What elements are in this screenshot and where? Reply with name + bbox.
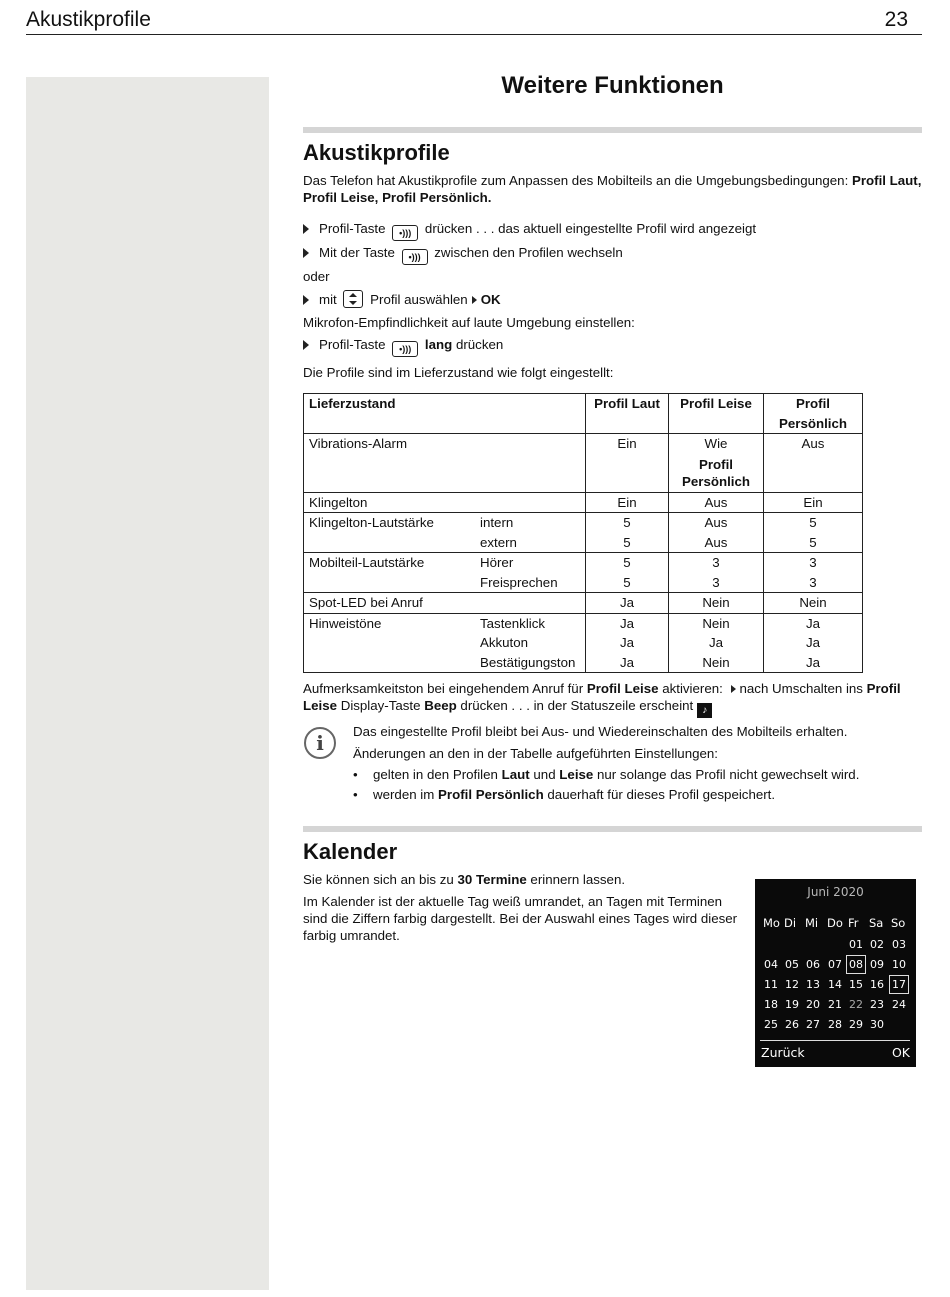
table-cell xyxy=(475,593,586,614)
calendar-day[interactable]: 03 xyxy=(892,938,906,951)
calendar-day[interactable]: 12 xyxy=(785,978,799,991)
calendar-day[interactable]: 09 xyxy=(870,958,884,971)
table-cell: Profil xyxy=(669,454,764,473)
calendar-divider xyxy=(760,1040,910,1041)
table-cell: Freisprechen xyxy=(480,574,558,590)
calendar-day[interactable]: 24 xyxy=(892,998,906,1011)
calendar-day[interactable]: 13 xyxy=(806,978,820,991)
step-profile-key-long xyxy=(303,336,923,357)
table-row xyxy=(304,633,863,653)
calendar-day[interactable]: 06 xyxy=(806,958,820,971)
table-header: Profil Leise xyxy=(669,394,764,434)
table-cell: 3 xyxy=(764,573,863,593)
table-cell: Nein xyxy=(764,593,863,614)
beep-status-icon: ♪ xyxy=(697,703,712,718)
table-cell: Ja xyxy=(764,613,863,633)
table-header: Profil Persönlich xyxy=(764,394,863,434)
table-cell: Aus xyxy=(669,492,764,513)
calendar-day[interactable]: 16 xyxy=(870,978,884,991)
table-cell: Tastenklick xyxy=(475,613,586,633)
calendar-day[interactable]: 27 xyxy=(806,1018,820,1031)
table-cell: Ja xyxy=(586,613,669,633)
profile-table xyxy=(303,393,863,673)
calendar-day[interactable]: 04 xyxy=(764,958,778,971)
table-cell: Ja xyxy=(669,633,764,653)
attention-tone-paragraph: Aufmerksamkeitston bei eingehendem Anruf für Profil Leise aktivieren: nach Umschalten ins Profil Leise Display-Taste Beep drücken . . . in der Statuszeile erscheint ♪ xyxy=(303,681,901,716)
table-cell: Nein xyxy=(669,613,764,633)
table-cell: extern xyxy=(480,534,517,550)
table-cell: Ein xyxy=(586,434,669,454)
table-header: Profil Laut xyxy=(586,394,669,434)
info-icon: i xyxy=(304,727,336,759)
kalender-paragraph-1: Sie können sich an bis zu 30 Termine erinnern lassen. xyxy=(303,872,626,887)
table-cell: Ja xyxy=(586,633,669,653)
section-divider xyxy=(303,127,922,133)
ok-label: OK xyxy=(480,292,501,307)
info-text-1: Das eingestellte Profil bleibt bei Aus- und Wiedereinschalten des Mobilteils erhalten. xyxy=(353,724,848,739)
calendar-day[interactable]: 02 xyxy=(870,938,884,951)
table-row xyxy=(304,492,863,513)
calendar-day[interactable]: 23 xyxy=(870,998,884,1011)
table-cell: Ja xyxy=(764,633,863,653)
table-row xyxy=(304,573,863,593)
table-cell xyxy=(304,573,476,593)
calendar-ok-button[interactable]: OK xyxy=(891,1045,910,1060)
calendar-day[interactable]: 26 xyxy=(785,1018,799,1031)
section-title-akustikprofile: Akustikprofile xyxy=(303,140,450,165)
arrow-icon xyxy=(303,340,309,350)
table-cell: Wie xyxy=(669,434,764,454)
table-row xyxy=(304,513,863,533)
calendar-weekday: Sa xyxy=(869,916,884,930)
table-cell: Aus xyxy=(669,533,764,553)
small-arrow-icon xyxy=(731,685,736,693)
table-cell: Ein xyxy=(764,492,863,513)
calendar-weekday: Di xyxy=(784,916,797,930)
calendar-back-button[interactable]: Zurück xyxy=(761,1045,805,1060)
table-cell xyxy=(304,533,476,553)
table-cell: 3 xyxy=(764,553,863,573)
table-cell: Ja xyxy=(586,653,669,673)
calendar-weekday: Mo xyxy=(763,916,780,930)
table-cell: Klingelton-Lautstärke xyxy=(304,513,476,533)
intro-text: Das Telefon hat Akustikprofile zum Anpassen des Mobilteils an die Umgebungsbedingungen: xyxy=(303,173,852,188)
table-cell: 3 xyxy=(669,553,764,573)
table-cell: Nein xyxy=(669,593,764,614)
step3-text-b: Profil auswählen xyxy=(370,292,468,307)
table-cell: 3 xyxy=(669,573,764,593)
mikrofon-text: Mikrofon-Empfindlichkeit auf laute Umgebung einstellen: xyxy=(303,315,635,330)
table-cell: Spot-LED bei Anruf xyxy=(304,593,476,614)
table-row xyxy=(304,533,863,553)
calendar-weekday: So xyxy=(891,916,906,930)
profile-key-icon: •))) xyxy=(392,341,418,357)
table-cell: 5 xyxy=(764,533,863,553)
arrow-icon xyxy=(303,248,309,258)
table-cell: 5 xyxy=(764,513,863,533)
step4-text-b: drücken xyxy=(455,337,504,352)
header-rule xyxy=(26,34,922,35)
table-header: Lieferzustand xyxy=(304,394,586,434)
calendar-month: Juni 2020 xyxy=(807,885,864,899)
calendar-day[interactable]: 20 xyxy=(806,998,820,1011)
arrow-icon xyxy=(303,224,309,234)
table-row xyxy=(304,473,863,493)
info-text-2: Änderungen an den in der Tabelle aufgeführten Einstellungen: xyxy=(353,746,718,761)
small-arrow-icon xyxy=(472,296,477,304)
calendar-day[interactable]: 07 xyxy=(828,958,842,971)
step2-text-a: Mit der Taste xyxy=(319,245,395,260)
table-row xyxy=(304,434,863,454)
table-cell: Ja xyxy=(586,593,669,614)
calendar-day[interactable]: 10 xyxy=(892,958,906,971)
table-cell: Ja xyxy=(764,653,863,673)
page-title: Weitere Funktionen xyxy=(501,72,724,99)
table-row xyxy=(304,553,863,573)
left-sidebar xyxy=(26,77,269,1290)
table-cell: 5 xyxy=(586,513,669,533)
header-section-title: Akustikprofile xyxy=(26,8,151,31)
table-cell: Aus xyxy=(764,434,863,454)
calendar-day[interactable]: 17 xyxy=(889,975,909,994)
table-cell: Persönlich xyxy=(669,473,764,493)
calendar-weekday: Mi xyxy=(805,916,819,930)
navigation-key-icon xyxy=(343,290,363,308)
table-cell: Hörer xyxy=(475,553,586,573)
arrow-icon xyxy=(303,295,309,305)
table-row xyxy=(304,454,863,473)
calendar-display xyxy=(755,879,916,1067)
step4-lang: lang xyxy=(424,337,453,352)
profile-key-icon: •))) xyxy=(392,225,418,241)
table-cell: Vibrations-Alarm xyxy=(304,434,476,454)
step1-text-c: . . . das aktuell eingestellte Profil wird angezeigt xyxy=(475,221,757,236)
calendar-day[interactable]: 11 xyxy=(764,978,778,991)
table-intro: Die Profile sind im Lieferzustand wie folgt eingestellt: xyxy=(303,365,614,380)
calendar-day[interactable]: 01 xyxy=(849,938,863,951)
calendar-day[interactable]: 14 xyxy=(828,978,842,991)
calendar-day[interactable]: 30 xyxy=(870,1018,884,1031)
kalender-paragraph-2: Im Kalender ist der aktuelle Tag weiß umrandet, an Tagen mit Terminen sind die Ziffern farbig dargestellt. Bei der Auswahl eines Tages wird dieser farbig umrandet. xyxy=(303,894,738,943)
table-cell: Klingelton xyxy=(304,492,476,513)
table-row xyxy=(304,613,863,633)
profile-key-icon: •))) xyxy=(402,249,428,265)
oder-text: oder xyxy=(303,269,330,284)
calendar-weekday: Fr xyxy=(848,916,859,930)
intro-paragraph xyxy=(303,172,923,206)
table-cell: Bestätigungston xyxy=(475,653,586,673)
step3-text-a: mit xyxy=(319,292,337,307)
table-cell: Ein xyxy=(586,492,669,513)
table-header-row xyxy=(304,394,863,434)
intro-profiles: Profil Laut, Profil Leise, Profil Persönlich. xyxy=(303,173,922,205)
section-divider xyxy=(303,826,922,832)
step-select-profile xyxy=(303,290,923,308)
calendar-day[interactable]: 22 xyxy=(849,998,863,1011)
info-bullet-1: • gelten in den Profilen Laut und Leise nur solange das Profil nicht gewechselt wird. xyxy=(353,767,860,782)
step2-text-b: zwischen den Profilen wechseln xyxy=(434,245,623,260)
calendar-day[interactable]: 05 xyxy=(785,958,799,971)
section-title-kalender: Kalender xyxy=(303,839,398,864)
calendar-day[interactable]: 19 xyxy=(785,998,799,1011)
step-profile-key xyxy=(303,220,923,241)
table-cell: 5 xyxy=(586,553,669,573)
table-row xyxy=(304,593,863,614)
table-cell: Aus xyxy=(669,513,764,533)
info-bullet-2: • werden im Profil Persönlich dauerhaft für dieses Profil gespeichert. xyxy=(353,787,776,802)
step4-text-a: Profil-Taste xyxy=(319,337,386,352)
table-cell: Hinweistöne xyxy=(304,613,476,633)
calendar-day[interactable]: 21 xyxy=(828,998,842,1011)
table-cell: Nein xyxy=(669,653,764,673)
step1-text-b: drücken xyxy=(424,221,473,236)
table-row xyxy=(304,653,863,673)
table-cell: Mobilteil-Lautstärke xyxy=(304,553,476,573)
header-page-number: 23 xyxy=(884,8,908,31)
table-cell xyxy=(304,653,476,673)
calendar-day[interactable]: 25 xyxy=(764,1018,778,1031)
table-cell: Akkuton xyxy=(480,635,529,650)
step1-text-a: Profil-Taste xyxy=(319,221,386,236)
table-cell: intern xyxy=(475,513,586,533)
table-cell xyxy=(475,434,586,454)
calendar-day[interactable]: 18 xyxy=(764,998,778,1011)
calendar-day[interactable]: 29 xyxy=(849,1018,863,1031)
table-cell xyxy=(304,633,476,653)
calendar-day[interactable]: 15 xyxy=(849,978,863,991)
calendar-day[interactable]: 08 xyxy=(846,955,866,974)
step-switch-profiles xyxy=(303,244,923,265)
table-cell xyxy=(475,492,586,513)
table-cell: 5 xyxy=(586,573,669,593)
table-cell: 5 xyxy=(586,533,669,553)
calendar-day[interactable]: 28 xyxy=(828,1018,842,1031)
calendar-weekday: Do xyxy=(827,916,843,930)
